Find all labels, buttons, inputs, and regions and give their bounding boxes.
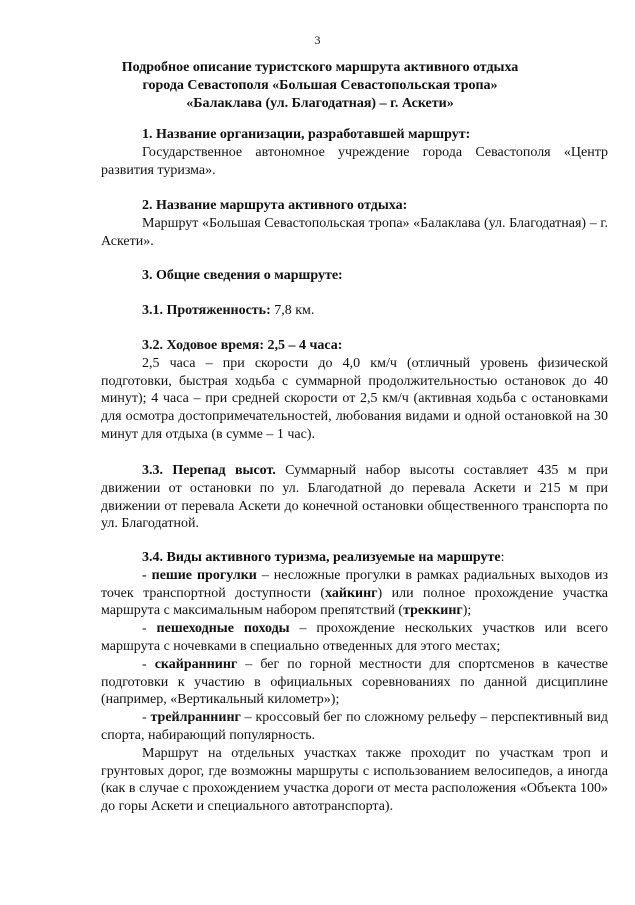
section-1-text: Государственное автономное учреждение города Севастополя «Центр развития туризма».	[101, 144, 608, 178]
section-3-1-text	[101, 302, 608, 320]
list-item-term: трейлраннинг	[150, 710, 241, 726]
section-2	[101, 197, 608, 250]
section-2-text: Маршрут «Большая Севастопольская тропа» «Балаклава (ул. Благодатная) – г. Аскети».	[101, 215, 608, 249]
title-line-1: Подробное описание туристского маршрута активного отдыха	[121, 60, 519, 75]
section-3-heading: 3. Общие сведения о маршруте:	[142, 268, 343, 283]
list-item-text: – бег по горной местности для спортсменов в качестве подготовки к участию в официальных соревнованиях по данной дисциплине (например, «Вертикальный километр»);	[101, 656, 608, 708]
section-3-1-label: 3.1. Протяженность:	[142, 303, 271, 318]
list-item	[101, 656, 608, 709]
title-line-3: «Балаклава (ул. Благодатная) – г. Аскети»	[186, 96, 454, 111]
section-3-3	[101, 462, 608, 533]
section-3-3-body: Суммарный набор высоты составляет 435 м при движении от остановки по ул. Благодатной до перевала Аскети и 215 м при движении от перевала Аскети до конечной остановки общественного транспорта по ул. Благодатной.	[101, 463, 608, 532]
section-3-2	[101, 337, 608, 444]
list-item-dash: -	[142, 621, 157, 637]
list-item-term: пешие прогулки	[151, 567, 257, 583]
list-item-dash: -	[142, 567, 152, 583]
list-item-term: скайраннинг	[154, 656, 238, 672]
list-item	[101, 709, 608, 745]
list-item	[101, 620, 608, 656]
list-item-text: );	[462, 603, 472, 619]
section-3-2-text: 2,5 часа – при скорости до 4,0 км/ч (отличный уровень физической подготовки, быстрая ходьба с суммарной продолжительностью остановок до 40 минут); 4 часа – при средней скорости от 2,5 км/ч (активная ходьба с остановками для осмотра достопримечательностей, любования видами и одной остановкой на 30 минут для отдыха (в сумме – 1 час).	[101, 355, 608, 442]
title-line-2: города Севастополя «Большая Севастопольская тропа»	[142, 78, 498, 93]
list-item-bold: хайкинг	[325, 585, 378, 601]
page-number: 3	[314, 33, 321, 47]
section-3-3-text	[101, 462, 608, 533]
section-3-4-heading-line	[101, 549, 608, 567]
list-item-term: пешеходные походы	[156, 621, 290, 637]
section-3-4-heading-tail: :	[500, 550, 505, 565]
list-item-dash: -	[142, 656, 155, 672]
list-item-text: – несложные прогулки в рамках радиальных выходов из точек транспортной доступности (	[101, 567, 608, 601]
list-item-text: – кроссовый бег по сложному рельефу – перспективный вид спорта, набирающий популярность.	[101, 710, 609, 743]
section-1	[101, 126, 608, 179]
section-2-heading: 2. Название маршрута активного отдыха:	[142, 198, 408, 213]
list-item-text: – прохождение нескольких участков или всего маршрута с ночевками в специально отведенных для этого местах;	[101, 621, 608, 654]
section-3-4-closing: Маршрут на отдельных участках также проходит по участкам троп и грунтовых дорог, где возможны маршруты с использованием велосипедов, а иногда (как в случае с прохождением участка дороги от места расположения «Объекта 100» до горы Аскети и специального автотранспорта).	[101, 745, 608, 815]
section-1-heading: 1. Название организации, разработавшей маршрут:	[142, 127, 471, 142]
list-item-bold: треккинг	[403, 603, 463, 619]
document-title	[100, 59, 540, 113]
section-3-4	[101, 549, 608, 816]
list-item-text: ) или полное прохождение участка маршрута с максимальным набором препятствий (	[101, 585, 609, 619]
section-3	[101, 267, 608, 285]
list-item	[101, 567, 608, 620]
section-3-2-heading: 3.2. Ходовое время: 2,5 – 4 часа:	[142, 338, 343, 353]
section-3-3-label: 3.3. Перепад высот.	[142, 463, 276, 478]
section-3-4-heading: 3.4. Виды активного туризма, реализуемые на маршруте	[142, 550, 501, 565]
section-3-1	[101, 302, 608, 320]
list-item-dash: -	[142, 710, 151, 726]
section-3-1-value: 7,8 км.	[270, 303, 315, 318]
